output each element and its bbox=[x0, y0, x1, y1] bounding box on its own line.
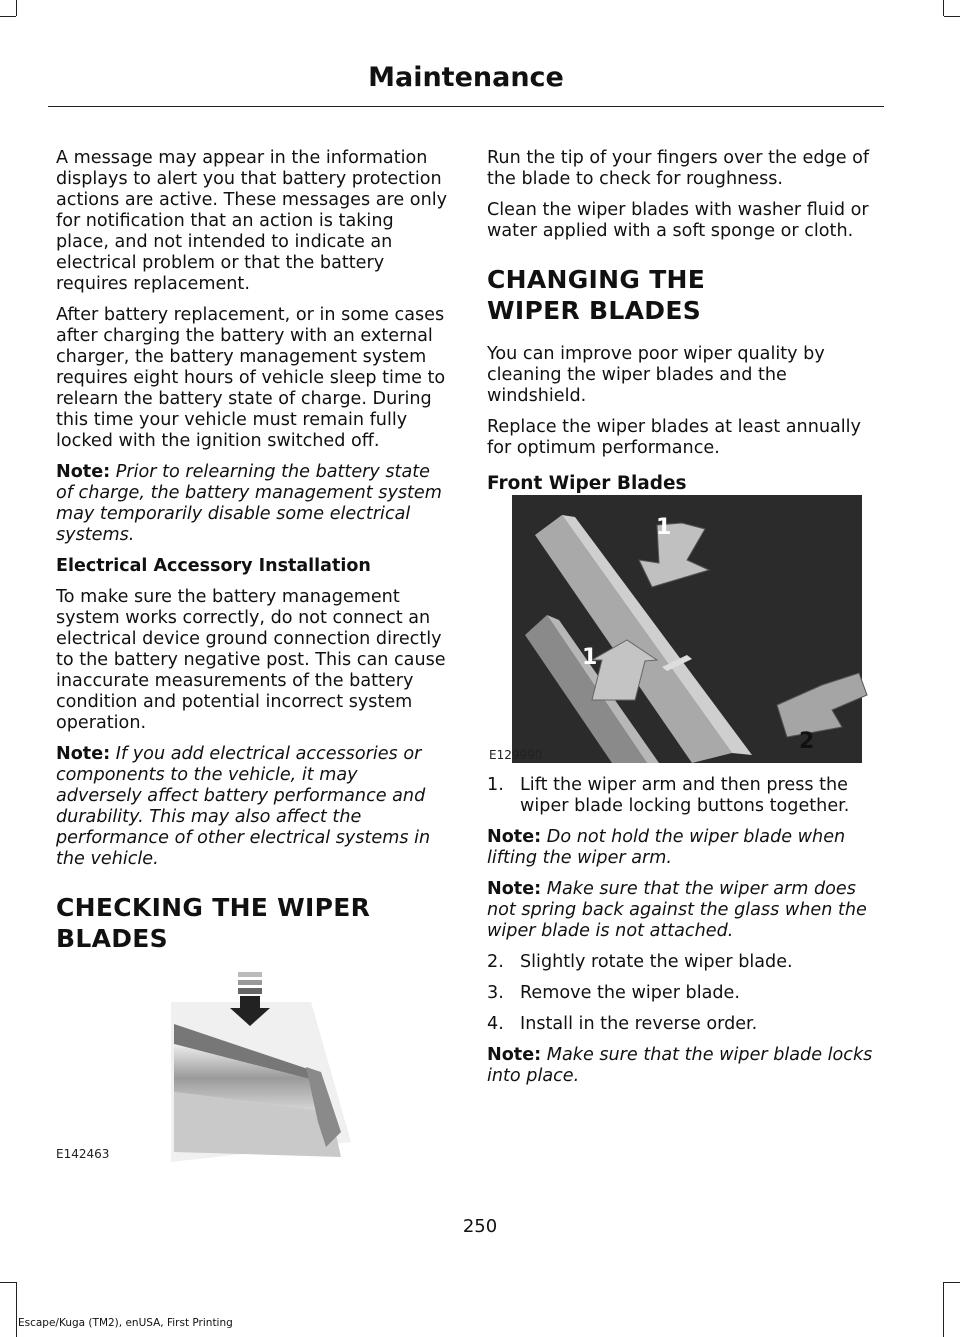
page-header-title: Maintenance bbox=[368, 62, 564, 93]
wiper-blade-illustration bbox=[56, 972, 448, 1172]
note bbox=[487, 1045, 879, 1087]
page-number: 250 bbox=[462, 1216, 498, 1237]
header-rule bbox=[48, 106, 884, 107]
note bbox=[487, 879, 879, 942]
note bbox=[56, 462, 448, 546]
subheading: Electrical Accessory Installation bbox=[56, 556, 371, 576]
crop-mark bbox=[0, 1282, 16, 1283]
left-column bbox=[56, 148, 448, 1172]
paragraph: After battery replacement, or in some cases after charging the battery with an external charger, the battery management system requires eight hours of vehicle sleep time to relearn the battery state of charge. During this time your vehicle must remain fully locked with the ignition switched off. bbox=[56, 305, 446, 451]
note-label: Note: bbox=[487, 879, 542, 899]
figure-id: E142463 bbox=[56, 1147, 110, 1161]
step-text: Slightly rotate the wiper blade. bbox=[520, 952, 793, 972]
step-number: 1. bbox=[487, 775, 504, 795]
wiper-blade-check-figure bbox=[56, 972, 448, 1172]
list-item bbox=[487, 983, 879, 1004]
step-number: 4. bbox=[487, 1014, 504, 1034]
step-text: Lift the wiper arm and then press the wiper blade locking buttons together. bbox=[520, 775, 850, 816]
crop-mark bbox=[16, 1282, 17, 1337]
subheading: Front Wiper Blades bbox=[487, 473, 687, 494]
footer-text: Escape/Kuga (TM2), enUSA, First Printing bbox=[18, 1317, 233, 1329]
front-wiper-illustration bbox=[487, 495, 879, 763]
paragraph: You can improve poor wiper quality by cleaning the wiper blades and the windshield. bbox=[487, 344, 825, 406]
crop-mark bbox=[0, 16, 16, 17]
note-label: Note: bbox=[56, 744, 111, 764]
step-text: Install in the reverse order. bbox=[520, 1014, 758, 1034]
note-text: Make sure that the wiper blade locks into place. bbox=[487, 1045, 873, 1086]
note-text: If you add electrical accessories or components to the vehicle, it may adversely affect battery performance and durability. This may also affect the performance of other electrical systems in the vehicle. bbox=[56, 744, 431, 869]
section-heading: CHANGING THE WIPER BLADES bbox=[487, 265, 706, 325]
paragraph: Clean the wiper blades with washer fluid or water applied with a soft sponge or cloth. bbox=[487, 200, 869, 241]
note-text: Do not hold the wiper blade when lifting the wiper arm. bbox=[487, 827, 846, 868]
front-wiper-blades-figure bbox=[487, 495, 879, 763]
figure-id: E129990 bbox=[489, 748, 543, 762]
crop-mark bbox=[943, 0, 944, 16]
callout-1: 1 bbox=[656, 515, 672, 540]
paragraph: Run the tip of your fingers over the edge of the blade to check for roughness. bbox=[487, 148, 870, 189]
paragraph: A message may appear in the information displays to alert you that battery protection actions are active. These messages are only for notification that an action is taking place, and not intended to indicate an electrical problem or that the battery requires replacement. bbox=[56, 148, 448, 294]
paragraph: Replace the wiper blades at least annually for optimum performance. bbox=[487, 417, 861, 458]
step-list bbox=[487, 952, 879, 1035]
crop-mark bbox=[944, 1282, 960, 1283]
list-item bbox=[487, 1014, 879, 1035]
step-number: 3. bbox=[487, 983, 504, 1003]
note bbox=[487, 827, 879, 869]
step-list bbox=[487, 775, 879, 817]
paragraph: To make sure the battery management system works correctly, do not connect an electrical device ground connection directly to the battery negative post. This can cause inaccurate measurements of the battery condition and potential incorrect system operation. bbox=[56, 587, 446, 733]
note-text: Make sure that the wiper arm does not spring back against the glass when the wiper blade is not attached. bbox=[487, 879, 867, 941]
crop-mark bbox=[943, 1282, 944, 1337]
crop-mark bbox=[944, 16, 960, 17]
section-heading: CHECKING THE WIPER BLADES bbox=[56, 893, 371, 953]
right-column bbox=[487, 148, 879, 1097]
note-label: Note: bbox=[487, 827, 542, 847]
note-label: Note: bbox=[56, 462, 111, 482]
crop-mark bbox=[16, 0, 17, 16]
note-label: Note: bbox=[487, 1045, 542, 1065]
list-item bbox=[487, 952, 879, 973]
callout-1: 1 bbox=[582, 645, 598, 670]
callout-2: 2 bbox=[799, 729, 815, 754]
list-item bbox=[487, 775, 879, 817]
step-number: 2. bbox=[487, 952, 504, 972]
note bbox=[56, 744, 448, 870]
note-text: Prior to relearning the battery state of charge, the battery management system may temporarily disable some electrical systems. bbox=[56, 462, 442, 545]
step-text: Remove the wiper blade. bbox=[520, 983, 740, 1003]
